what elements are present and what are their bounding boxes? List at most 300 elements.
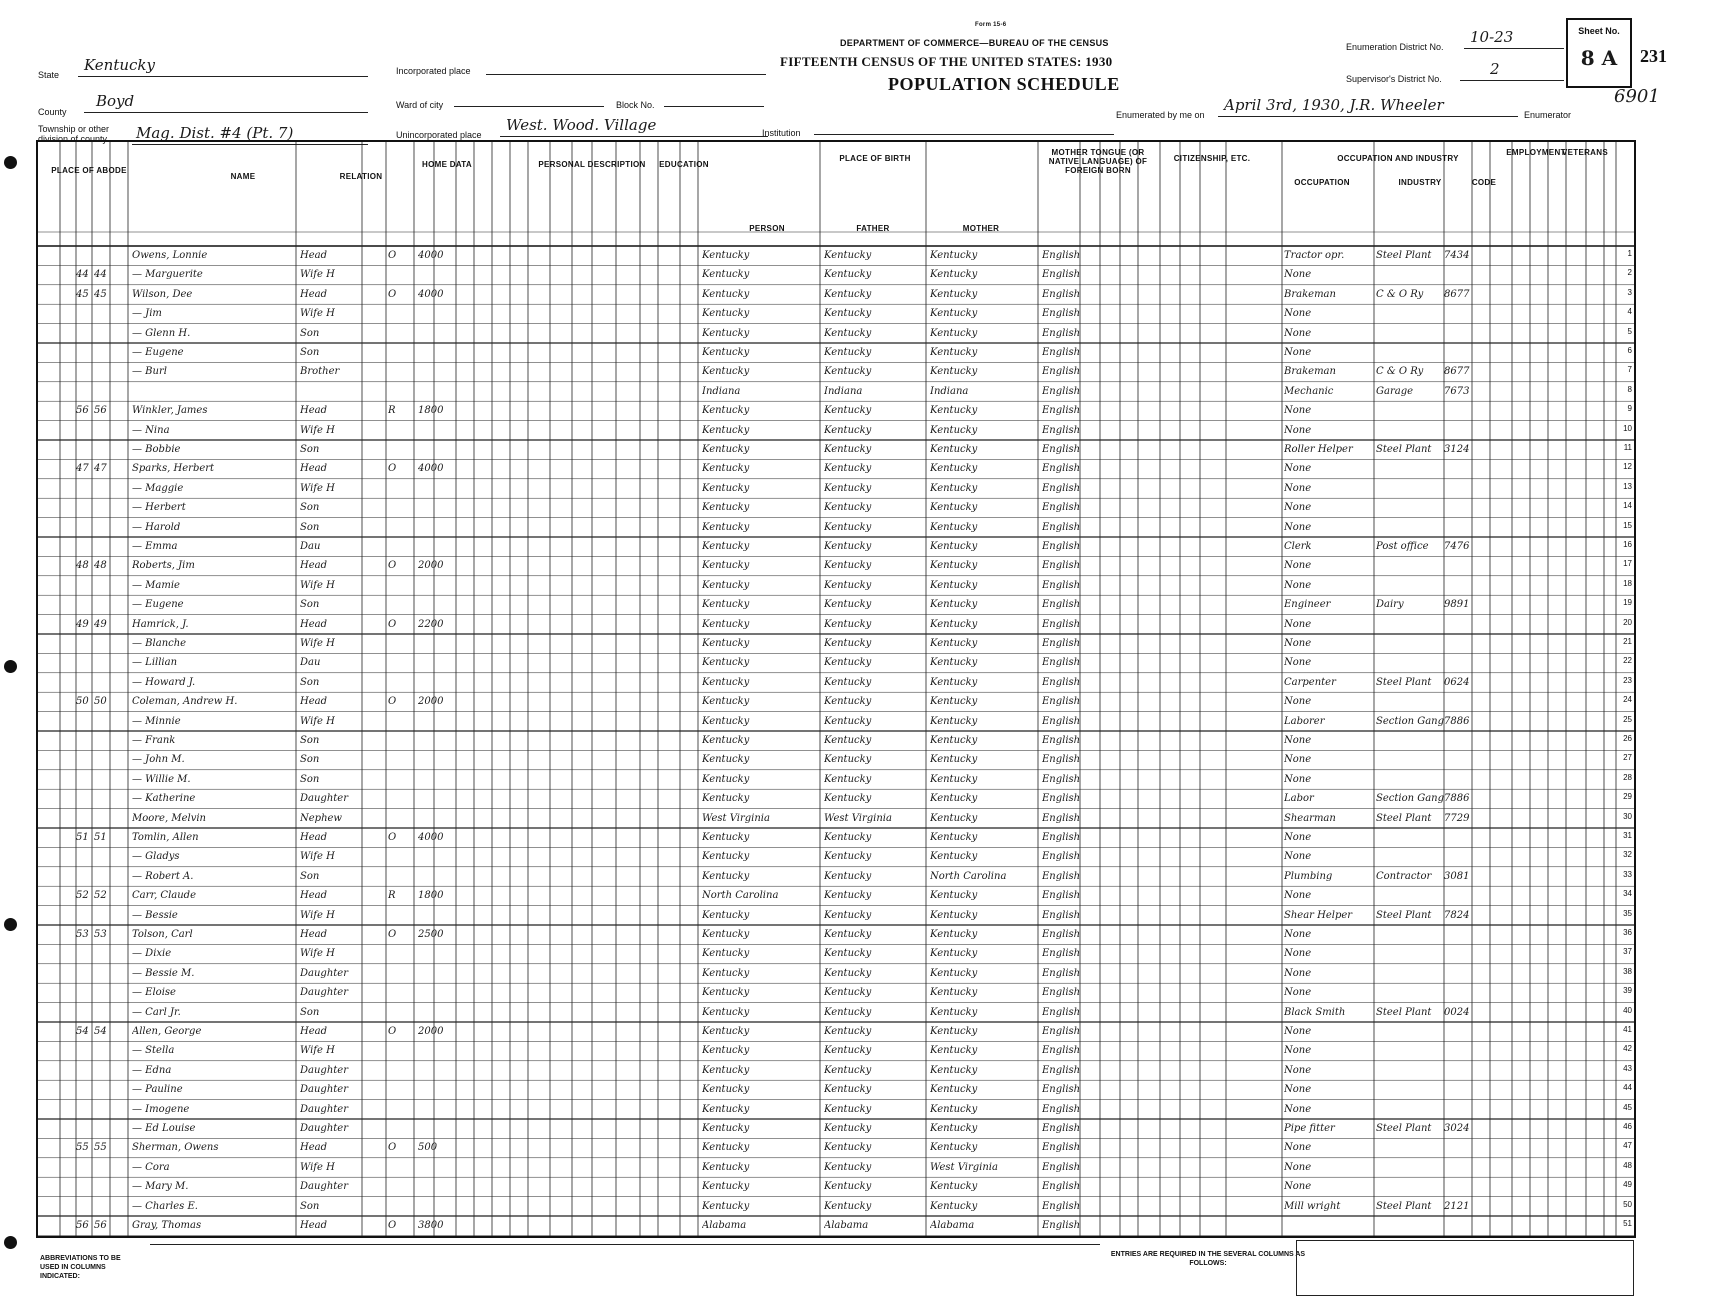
cell-pb: Kentucky: [702, 851, 750, 863]
cell-rel: Son: [300, 444, 320, 455]
cell-fam: 45: [94, 288, 107, 300]
cell-lang: English: [1042, 715, 1081, 727]
cell-mb: Kentucky: [930, 967, 978, 979]
cell-fb: Kentucky: [824, 1142, 872, 1154]
section-birth: PLACE OF BIRTH: [839, 154, 911, 163]
row-number: 38: [1623, 966, 1632, 976]
cell-mb: Kentucky: [930, 929, 978, 940]
row-number: 13: [1623, 481, 1632, 491]
cell-fb: Kentucky: [824, 870, 872, 882]
enum-district-value: 10-23: [1470, 28, 1514, 46]
cell-lang: English: [1042, 638, 1081, 649]
cell-lang: English: [1042, 909, 1081, 921]
cell-lang: English: [1042, 1200, 1081, 1212]
row-number: 41: [1623, 1025, 1632, 1034]
cell-pb: Kentucky: [702, 1064, 750, 1076]
cell-ind: C & O Ry: [1376, 366, 1424, 378]
cell-lang: English: [1042, 793, 1081, 805]
cell-mb: Kentucky: [930, 1026, 978, 1037]
cell-name: — Mamie: [132, 579, 180, 591]
row-number: 30: [1623, 811, 1632, 821]
cell-mb: Kentucky: [930, 715, 978, 727]
cell-lang: English: [1042, 521, 1081, 533]
cell-fb: Kentucky: [824, 288, 872, 300]
cell-fb: Kentucky: [824, 1026, 872, 1037]
cell-val: 2000: [418, 696, 444, 708]
cell-pb: Kentucky: [702, 909, 750, 921]
cell-home: O: [388, 696, 397, 708]
enumerated-value: April 3rd, 1930, J.R. Wheeler: [1224, 96, 1444, 114]
cell-occ: None: [1284, 987, 1312, 999]
cell-val: 2500: [418, 929, 444, 940]
cell-name: Sherman, Owens: [132, 1142, 219, 1154]
cell-home: O: [388, 929, 397, 940]
cell-occ: None: [1284, 851, 1312, 863]
cell-ind: Post office: [1376, 541, 1429, 552]
cell-fam: 47: [94, 463, 107, 475]
cell-rel: Wife H: [300, 1161, 335, 1173]
cell-occ: Tractor opr.: [1284, 250, 1345, 261]
cell-lang: English: [1042, 366, 1081, 378]
cell-fb: Kentucky: [824, 676, 872, 688]
cell-rel: Head: [300, 463, 328, 475]
section-citizenship: CITIZENSHIP, ETC.: [1173, 154, 1251, 163]
row-number: 14: [1623, 501, 1632, 511]
cell-occ: None: [1284, 754, 1312, 766]
cell-pb: Kentucky: [702, 1161, 750, 1173]
cell-pb: Kentucky: [702, 288, 750, 300]
section-name: NAME: [230, 172, 256, 181]
cell-rel: Son: [300, 754, 320, 766]
cell-pb: Kentucky: [702, 1142, 750, 1154]
col-occupation: OCCUPATION: [1294, 178, 1350, 187]
cell-name: — Lillian: [132, 657, 178, 669]
cell-mb: Kentucky: [930, 502, 978, 514]
cell-rel: Head: [300, 405, 328, 417]
sheet-label: Sheet No.: [1578, 26, 1620, 36]
cell-fb: Kentucky: [824, 1123, 872, 1134]
row-number: 44: [1623, 1083, 1632, 1093]
cell-rel: Wife H: [300, 909, 335, 921]
cell-rel: Daughter: [300, 987, 348, 999]
cell-home: R: [388, 890, 396, 902]
cell-code: 3124: [1444, 444, 1470, 455]
cell-name: — Willie M.: [132, 773, 191, 785]
cell-lang: English: [1042, 1181, 1081, 1193]
cell-rel: Head: [300, 250, 328, 261]
row-number: 11: [1623, 443, 1632, 452]
footer-abbreviations: ABBREVIATIONS TO BE USED IN COLUMNS INDICATED:: [40, 1255, 121, 1280]
cell-mb: Kentucky: [930, 347, 978, 358]
department-line: DEPARTMENT OF COMMERCE—BUREAU OF THE CENSUS: [840, 38, 1109, 48]
cell-mb: Kentucky: [930, 541, 978, 552]
cell-mb: Kentucky: [930, 1181, 978, 1193]
cell-name: Roberts, Jim: [132, 560, 195, 572]
cell-lang: English: [1042, 773, 1081, 785]
cell-mb: Kentucky: [930, 366, 978, 378]
cell-pb: Kentucky: [702, 987, 750, 999]
cell-occ: None: [1284, 482, 1312, 494]
cell-val: 1800: [418, 890, 444, 902]
cell-pb: Kentucky: [702, 366, 750, 378]
cell-occ: None: [1284, 1181, 1312, 1193]
cell-name: — Katherine: [132, 793, 196, 805]
cell-pb: Kentucky: [702, 347, 750, 358]
cell-mb: Kentucky: [930, 793, 978, 805]
row-number: 43: [1623, 1063, 1632, 1073]
cell-rel: Wife H: [300, 1045, 335, 1057]
cell-lang: English: [1042, 502, 1081, 514]
cell-dw: 45: [76, 288, 89, 300]
cell-pb: Kentucky: [702, 502, 750, 514]
cell-rel: Son: [300, 521, 320, 533]
row-number: 29: [1623, 792, 1632, 802]
cell-fb: Kentucky: [824, 1200, 872, 1212]
cell-occ: None: [1284, 1064, 1312, 1076]
cell-home: R: [388, 405, 396, 417]
cell-pb: Kentucky: [702, 793, 750, 805]
cell-mb: Kentucky: [930, 987, 978, 999]
cell-rel: Son: [300, 676, 320, 688]
cell-dw: 49: [76, 618, 89, 630]
cell-lang: English: [1042, 405, 1081, 417]
row-number: 40: [1623, 1005, 1632, 1015]
row-number: 47: [1623, 1141, 1632, 1151]
cell-lang: English: [1042, 676, 1081, 688]
cell-occ: Black Smith: [1284, 1006, 1346, 1018]
cell-fb: Kentucky: [824, 948, 872, 960]
institution-label: Institution: [762, 128, 801, 138]
cell-name: — Herbert: [132, 502, 186, 514]
row-number: 15: [1623, 520, 1632, 530]
population-grid: [36, 140, 1636, 1238]
cell-ind: Dairy: [1376, 599, 1404, 611]
cell-home: O: [388, 618, 397, 630]
cell-rel: Daughter: [300, 967, 348, 979]
cell-home: O: [388, 560, 397, 572]
cell-rel: Daughter: [300, 1181, 348, 1193]
cell-pb: Kentucky: [702, 482, 750, 494]
cell-rel: Dau: [300, 541, 321, 552]
cell-name: Moore, Melvin: [132, 812, 206, 824]
cell-code: 3024: [1444, 1123, 1470, 1134]
cell-code: 8677: [1444, 366, 1470, 378]
cell-fb: Kentucky: [824, 1006, 872, 1018]
cell-occ: Roller Helper: [1284, 444, 1353, 455]
cell-val: 2200: [418, 618, 444, 630]
section-personal: PERSONAL DESCRIPTION: [538, 160, 646, 169]
cell-occ: Shear Helper: [1284, 909, 1353, 921]
cell-lang: English: [1042, 1220, 1081, 1231]
unincorporated-label: Unincorporated place: [396, 130, 482, 140]
cell-lang: English: [1042, 560, 1081, 572]
cell-val: 500: [418, 1142, 438, 1154]
cell-rel: Son: [300, 735, 320, 746]
row-number: 42: [1623, 1044, 1632, 1054]
cell-fb: Indiana: [824, 385, 863, 397]
punch-hole: [4, 156, 17, 169]
county-value: Boyd: [96, 92, 135, 110]
cell-rel: Daughter: [300, 1084, 348, 1096]
cell-name: — Frank: [132, 735, 176, 746]
cell-fb: Kentucky: [824, 773, 872, 785]
cell-pb: Kentucky: [702, 560, 750, 572]
cell-pb: Kentucky: [702, 1103, 750, 1115]
row-number: 4: [1627, 307, 1632, 317]
cell-mb: Kentucky: [930, 579, 978, 591]
cell-rel: Head: [300, 288, 328, 300]
cell-occ: Shearman: [1284, 812, 1336, 824]
cell-mb: Kentucky: [930, 463, 978, 475]
cell-mb: Kentucky: [930, 773, 978, 785]
cell-pb: Kentucky: [702, 424, 750, 436]
cell-pb: Kentucky: [702, 250, 750, 261]
cell-occ: Plumbing: [1284, 870, 1333, 882]
cell-name: — Harold: [132, 521, 181, 533]
cell-val: 4000: [418, 250, 444, 261]
cell-name: — Bessie M.: [132, 967, 195, 979]
cell-occ: Carpenter: [1284, 676, 1336, 688]
cell-occ: Brakeman: [1284, 366, 1336, 378]
cell-fb: Kentucky: [824, 424, 872, 436]
cell-occ: None: [1284, 735, 1312, 746]
cell-val: 2000: [418, 1026, 444, 1037]
cell-fb: Kentucky: [824, 715, 872, 727]
section-education: EDUCATION: [659, 160, 709, 169]
cell-pb: Indiana: [702, 385, 741, 397]
row-number: 2: [1627, 268, 1632, 278]
cell-mb: Kentucky: [930, 308, 978, 320]
row-number: 21: [1623, 637, 1632, 646]
cell-rel: Son: [300, 327, 320, 339]
cell-fb: Kentucky: [824, 269, 872, 281]
punch-hole: [4, 918, 17, 931]
cell-rel: Wife H: [300, 948, 335, 960]
cell-fb: Kentucky: [824, 987, 872, 999]
cell-rel: Daughter: [300, 1103, 348, 1115]
enumerator-label: Enumerator: [1524, 110, 1572, 120]
cell-code: 0624: [1444, 676, 1470, 688]
cell-occ: None: [1284, 327, 1312, 339]
cell-rel: Dau: [300, 657, 321, 669]
cell-val: 3800: [418, 1220, 444, 1231]
cell-name: — Charles E.: [132, 1200, 198, 1212]
township-label: Township or other division of county: [38, 124, 110, 144]
cell-pb: Kentucky: [702, 638, 750, 649]
row-number: 20: [1623, 617, 1632, 627]
row-number: 17: [1623, 559, 1632, 569]
cell-occ: Brakeman: [1284, 288, 1336, 300]
cell-occ: None: [1284, 347, 1312, 358]
cell-lang: English: [1042, 618, 1081, 630]
col-father: FATHER: [856, 224, 890, 233]
cell-fam: 51: [94, 832, 107, 843]
cell-mb: Indiana: [930, 385, 969, 397]
section-place-of-abode: PLACE OF ABODE: [51, 166, 127, 175]
cell-lang: English: [1042, 812, 1081, 824]
cell-pb: Kentucky: [702, 870, 750, 882]
cell-code: 2121: [1444, 1200, 1470, 1212]
cell-fam: 48: [94, 560, 107, 572]
cell-fb: Kentucky: [824, 657, 872, 669]
cell-lang: English: [1042, 929, 1081, 940]
cell-lang: English: [1042, 327, 1081, 339]
supervisor-value: 2: [1490, 60, 1500, 78]
cell-val: 1800: [418, 405, 444, 417]
section-mother-tongue: MOTHER TONGUE (OR NATIVE LANGUAGE) OF FOREIGN BORN: [1048, 148, 1148, 175]
cell-lang: English: [1042, 1026, 1081, 1037]
cell-pb: Kentucky: [702, 308, 750, 320]
cell-rel: Head: [300, 696, 328, 708]
section-occupation: OCCUPATION AND INDUSTRY: [1337, 154, 1459, 163]
cell-dw: 54: [76, 1026, 89, 1037]
row-number: 23: [1623, 675, 1632, 685]
cell-lang: English: [1042, 269, 1081, 281]
cell-ind: Steel Plant: [1376, 812, 1432, 824]
cell-lang: English: [1042, 1103, 1081, 1115]
cell-mb: Kentucky: [930, 521, 978, 533]
cell-fb: Kentucky: [824, 308, 872, 320]
cell-fb: Kentucky: [824, 444, 872, 455]
cell-name: — Nina: [132, 424, 170, 436]
cell-mb: Kentucky: [930, 599, 978, 611]
cell-occ: None: [1284, 405, 1312, 417]
cell-mb: Kentucky: [930, 909, 978, 921]
schedule-title: POPULATION SCHEDULE: [888, 74, 1120, 94]
row-number: 7: [1627, 365, 1632, 375]
cell-lang: English: [1042, 1045, 1081, 1057]
incorporated-field: [486, 58, 766, 75]
cell-occ: Clerk: [1284, 541, 1312, 552]
cell-mb: Kentucky: [930, 657, 978, 669]
cell-name: — Robert A.: [132, 870, 194, 882]
row-number: 45: [1623, 1102, 1632, 1112]
cell-val: 4000: [418, 463, 444, 475]
row-number: 51: [1623, 1219, 1632, 1228]
cell-mb: North Carolina: [930, 870, 1007, 882]
cell-name: — Marguerite: [132, 269, 203, 281]
cell-lang: English: [1042, 987, 1081, 999]
cell-rel: Daughter: [300, 1123, 348, 1134]
cell-lang: English: [1042, 1123, 1081, 1134]
cell-occ: None: [1284, 657, 1312, 669]
cell-fb: Kentucky: [824, 560, 872, 572]
cell-lang: English: [1042, 308, 1081, 320]
cell-fb: Kentucky: [824, 579, 872, 591]
cell-name: — Jim: [132, 308, 162, 320]
row-number: 28: [1623, 772, 1632, 782]
cell-fam: 56: [94, 1220, 107, 1231]
cell-name: Sparks, Herbert: [132, 463, 215, 475]
col-code: CODE: [1471, 178, 1497, 187]
row-number: 34: [1623, 889, 1632, 899]
cell-fb: Kentucky: [824, 909, 872, 921]
cell-occ: None: [1284, 1142, 1312, 1154]
cell-occ: None: [1284, 579, 1312, 591]
cell-occ: Mechanic: [1284, 385, 1334, 397]
cell-fb: Kentucky: [824, 366, 872, 378]
cell-code: 7476: [1444, 541, 1470, 552]
township-value: Mag. Dist. #4 (Pt. 7): [136, 124, 294, 142]
row-number: 27: [1623, 753, 1632, 763]
cell-pb: Kentucky: [702, 1200, 750, 1212]
cell-rel: Wife H: [300, 851, 335, 863]
cell-occ: Labor: [1284, 793, 1314, 805]
cell-rel: Son: [300, 347, 320, 358]
cell-code: 8677: [1444, 288, 1470, 300]
cell-fb: Kentucky: [824, 327, 872, 339]
cell-ind: Steel Plant: [1376, 1006, 1432, 1018]
cell-fam: 49: [94, 618, 107, 630]
section-home-data: HOME DATA: [422, 160, 472, 169]
cell-pb: Kentucky: [702, 599, 750, 611]
cell-rel: Head: [300, 890, 328, 902]
row-number: 48: [1623, 1160, 1632, 1170]
row-number: 8: [1627, 384, 1632, 394]
cell-occ: None: [1284, 1045, 1312, 1057]
cell-pb: Kentucky: [702, 696, 750, 708]
cell-occ: None: [1284, 929, 1312, 940]
row-number: 5: [1627, 326, 1632, 336]
cell-occ: None: [1284, 618, 1312, 630]
cell-rel: Wife H: [300, 424, 335, 436]
cell-mb: Kentucky: [930, 735, 978, 746]
row-number: 24: [1623, 695, 1632, 705]
cell-val: 4000: [418, 288, 444, 300]
cell-occ: None: [1284, 1161, 1312, 1173]
cell-ind: Steel Plant: [1376, 250, 1432, 261]
cell-mb: Kentucky: [930, 696, 978, 708]
cell-name: — Eugene: [132, 347, 184, 358]
cell-name: — John M.: [132, 754, 185, 766]
cell-fb: Kentucky: [824, 482, 872, 494]
cell-name: — Dixie: [132, 948, 172, 960]
cell-name: Coleman, Andrew H.: [132, 696, 238, 708]
cell-lang: English: [1042, 1084, 1081, 1096]
cell-fam: 50: [94, 696, 107, 708]
cell-mb: Kentucky: [930, 851, 978, 863]
cell-name: — Bobbie: [132, 444, 181, 455]
supervisor-label: Supervisor's District No.: [1346, 74, 1442, 84]
cell-name: Tolson, Carl: [132, 929, 193, 940]
cell-fb: Alabama: [824, 1220, 869, 1231]
cell-fb: West Virginia: [824, 812, 892, 824]
incorporated-label: Incorporated place: [396, 66, 471, 76]
cell-mb: West Virginia: [930, 1161, 998, 1173]
cell-name: — Mary M.: [132, 1181, 189, 1193]
cell-occ: None: [1284, 308, 1312, 320]
cell-pb: Kentucky: [702, 1181, 750, 1193]
cell-rel: Wife H: [300, 638, 335, 649]
cell-name: — Minnie: [132, 715, 181, 727]
cell-pb: Alabama: [702, 1220, 747, 1231]
cell-name: Gray, Thomas: [132, 1220, 202, 1231]
cell-dw: 52: [76, 890, 89, 902]
sheet-number-box: [1566, 18, 1632, 88]
cell-pb: Kentucky: [702, 948, 750, 960]
cell-name: — Edna: [132, 1064, 172, 1076]
cell-lang: English: [1042, 482, 1081, 494]
cell-occ: None: [1284, 890, 1312, 902]
cell-fb: Kentucky: [824, 463, 872, 475]
ward-field: [454, 90, 604, 107]
cell-occ: None: [1284, 638, 1312, 649]
cell-mb: Kentucky: [930, 890, 978, 902]
cell-lang: English: [1042, 1064, 1081, 1076]
cell-fb: Kentucky: [824, 832, 872, 843]
county-label: County: [38, 107, 67, 117]
census-title: FIFTEENTH CENSUS OF THE UNITED STATES: 1930: [780, 54, 1113, 69]
